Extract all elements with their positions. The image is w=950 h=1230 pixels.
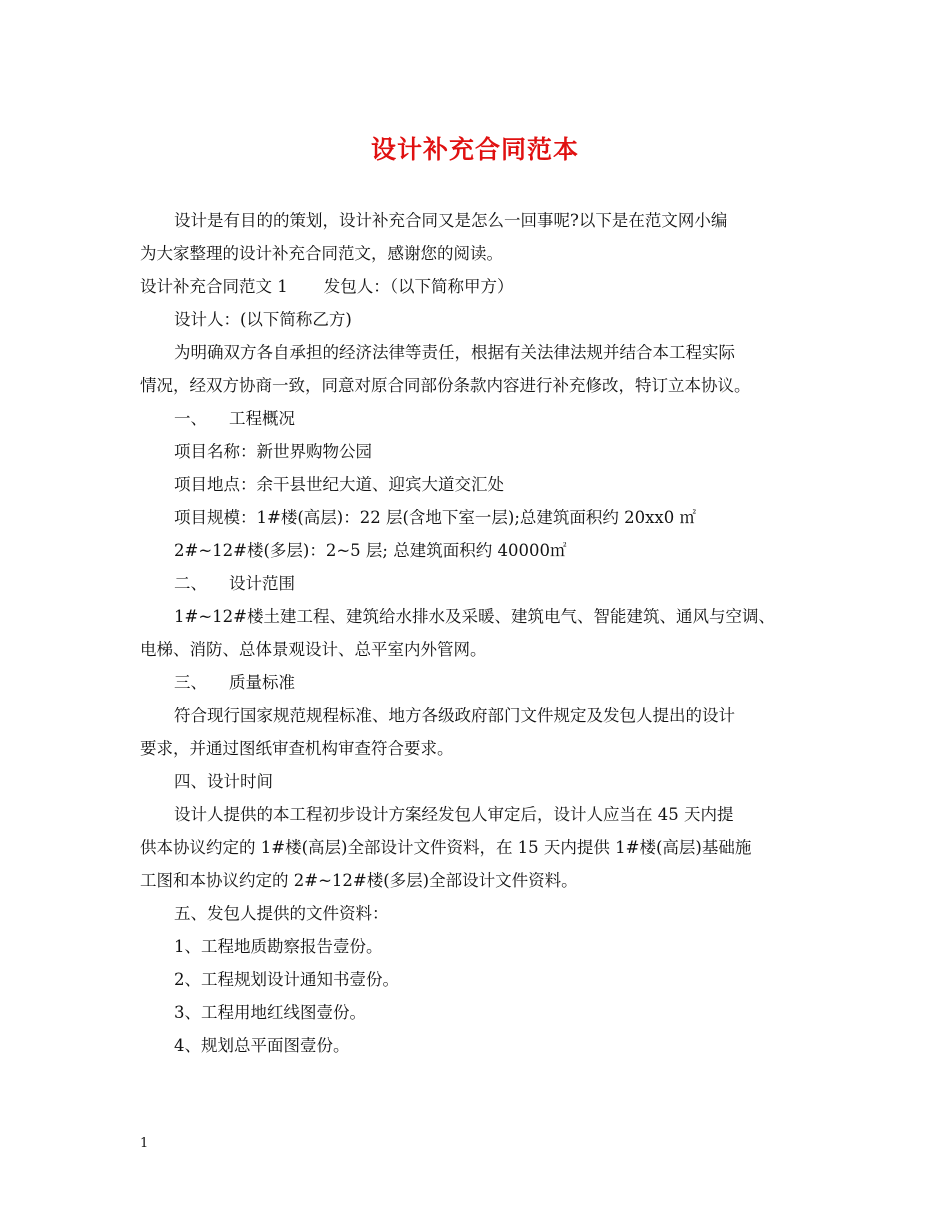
section-5-heading: 五、发包人提供的文件资料： — [174, 904, 389, 923]
quality-line-2: 要求，并通过图纸审查机构审查符合要求。 — [140, 739, 454, 758]
purpose-line-1: 为明确双方各自承担的经济法律等责任，根据有关法律法规并结合本工程实际 — [174, 343, 735, 362]
page-number: 1 — [140, 1136, 149, 1151]
scope-line-2: 电梯、消防、总体景观设计、总平室内外管网。 — [140, 640, 487, 659]
purpose-line-2: 情况，经双方协商一致，同意对原合同部份条款内容进行补充修改，特订立本协议。 — [140, 376, 751, 395]
document-body — [140, 204, 830, 1062]
project-name: 项目名称：新世界购物公园 — [174, 442, 372, 461]
document-item-4: 4、规划总平面图壹份。 — [174, 1036, 350, 1055]
party-a: 发包人：（以下简称甲方） — [323, 277, 514, 296]
document-item-2: 2、工程规划设计通知书壹份。 — [174, 970, 399, 989]
section-3-heading — [140, 666, 830, 699]
section-1-title: 工程概况 — [229, 409, 295, 428]
section-3-number: 三、 — [174, 673, 207, 692]
time-line-3: 工图和本协议约定的 2#~12#楼(多层)全部设计文件资料。 — [140, 871, 578, 890]
section-1-number: 一、 — [174, 409, 207, 428]
section-2-title: 设计范围 — [229, 574, 295, 593]
section-4-heading: 四、设计时间 — [174, 772, 273, 791]
section-2-number: 二、 — [174, 574, 207, 593]
project-location: 项目地点：余干县世纪大道、迎宾大道交汇处 — [174, 475, 504, 494]
sample-heading-line — [140, 270, 830, 303]
project-scale-line-1: 项目规模：1#楼(高层)：22 层(含地下室一层);总建筑面积约 20xx0 ㎡ — [174, 508, 696, 527]
time-line-2: 供本协议约定的 1#楼(高层)全部设计文件资料，在 15 天内提供 1#楼(高层)基础施 — [140, 838, 752, 857]
project-scale-line-2: 2#~12#楼(多层)：2~5 层; 总建筑面积约 40000㎡ — [174, 541, 567, 560]
section-2-heading — [140, 567, 830, 600]
document-item-3: 3、工程用地红线图壹份。 — [174, 1003, 366, 1022]
sample-title: 设计补充合同范文 1 — [140, 277, 288, 296]
scope-line-1: 1#~12#楼土建工程、建筑给水排水及采暖、建筑电气、智能建筑、通风与空调、 — [174, 607, 775, 626]
party-b: 设计人：(以下简称乙方) — [174, 310, 352, 329]
quality-line-1: 符合现行国家规范规程标准、地方各级政府部门文件规定及发包人提出的设计 — [174, 706, 735, 725]
time-line-1: 设计人提供的本工程初步设计方案经发包人审定后，设计人应当在 45 天内提 — [174, 805, 734, 824]
document-item-1: 1、工程地质勘察报告壹份。 — [174, 937, 383, 956]
intro-line-2: 为大家整理的设计补充合同范文，感谢您的阅读。 — [140, 244, 503, 263]
section-3-title: 质量标准 — [229, 673, 295, 692]
intro-line-1: 设计是有目的的策划，设计补充合同又是怎么一回事呢?以下是在范文网小编 — [174, 211, 728, 230]
document-title: 设计补充合同范本 — [370, 135, 579, 164]
section-1-heading — [140, 402, 830, 435]
